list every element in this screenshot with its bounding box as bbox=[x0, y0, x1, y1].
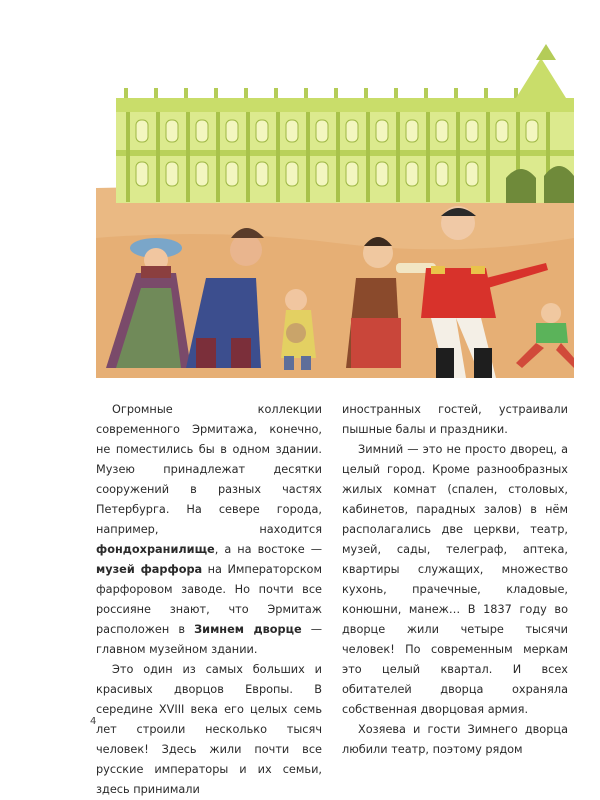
winter-palace-illustration bbox=[96, 38, 574, 378]
paragraph-collections bbox=[96, 400, 322, 660]
term-porcelain-museum: музей фарфора bbox=[96, 563, 203, 576]
text-span: на Императорском фарфоровом заводе. Но почти все россияне знают, что Эрмитаж расположен в bbox=[96, 563, 322, 636]
text-column-right bbox=[342, 400, 568, 760]
term-winter-palace: Зимнем дворце bbox=[194, 623, 302, 636]
paragraph-continuation: иностранных гостей, устраивали пышные балы и праздники. bbox=[342, 403, 568, 436]
term-storage: фондохранилище bbox=[96, 543, 215, 556]
paragraph-palace-history: Это один из самых больших и красивых дворцов Европы. В середине XVIII века его целых семь лет строили несколько тысяч человек! Здесь жили почти все русские императоры и их семьи, здесь принимали bbox=[96, 663, 322, 796]
text-column-left bbox=[96, 400, 322, 800]
paragraph-theatre: Хозяева и гости Зимнего дворца любили театр, поэтому рядом bbox=[342, 723, 568, 756]
text-span: — главном музейном здании. bbox=[96, 623, 323, 656]
text-span: , а на востоке — bbox=[214, 543, 322, 556]
paragraph-palace-city: Зимний — это не просто дворец, а целый город. Кроме разнообразных жилых комнат (спален, столовых, кабинетов, парадных залов) в нём располагались две церкви, театр, музей, сады, телеграф, аптека, квартиры служащих, множество кухонь, прачечные, кладовые, конюшни, манеж… В 1837 году во дворце жили четыре тысячи человек! По современным меркам это целый квартал. И всех обитателей дворца охраняла собственная дворцовая армия. bbox=[342, 443, 568, 716]
palace-building bbox=[116, 44, 574, 203]
page-number: 4 bbox=[90, 716, 97, 727]
text-span: Огромные коллекции современного Эрмитажа, конечно, не поместились бы в одном здании. Музею принадлежат десятки сооружений в разных частях Петербурга. На севере города, например, находится bbox=[96, 403, 322, 536]
